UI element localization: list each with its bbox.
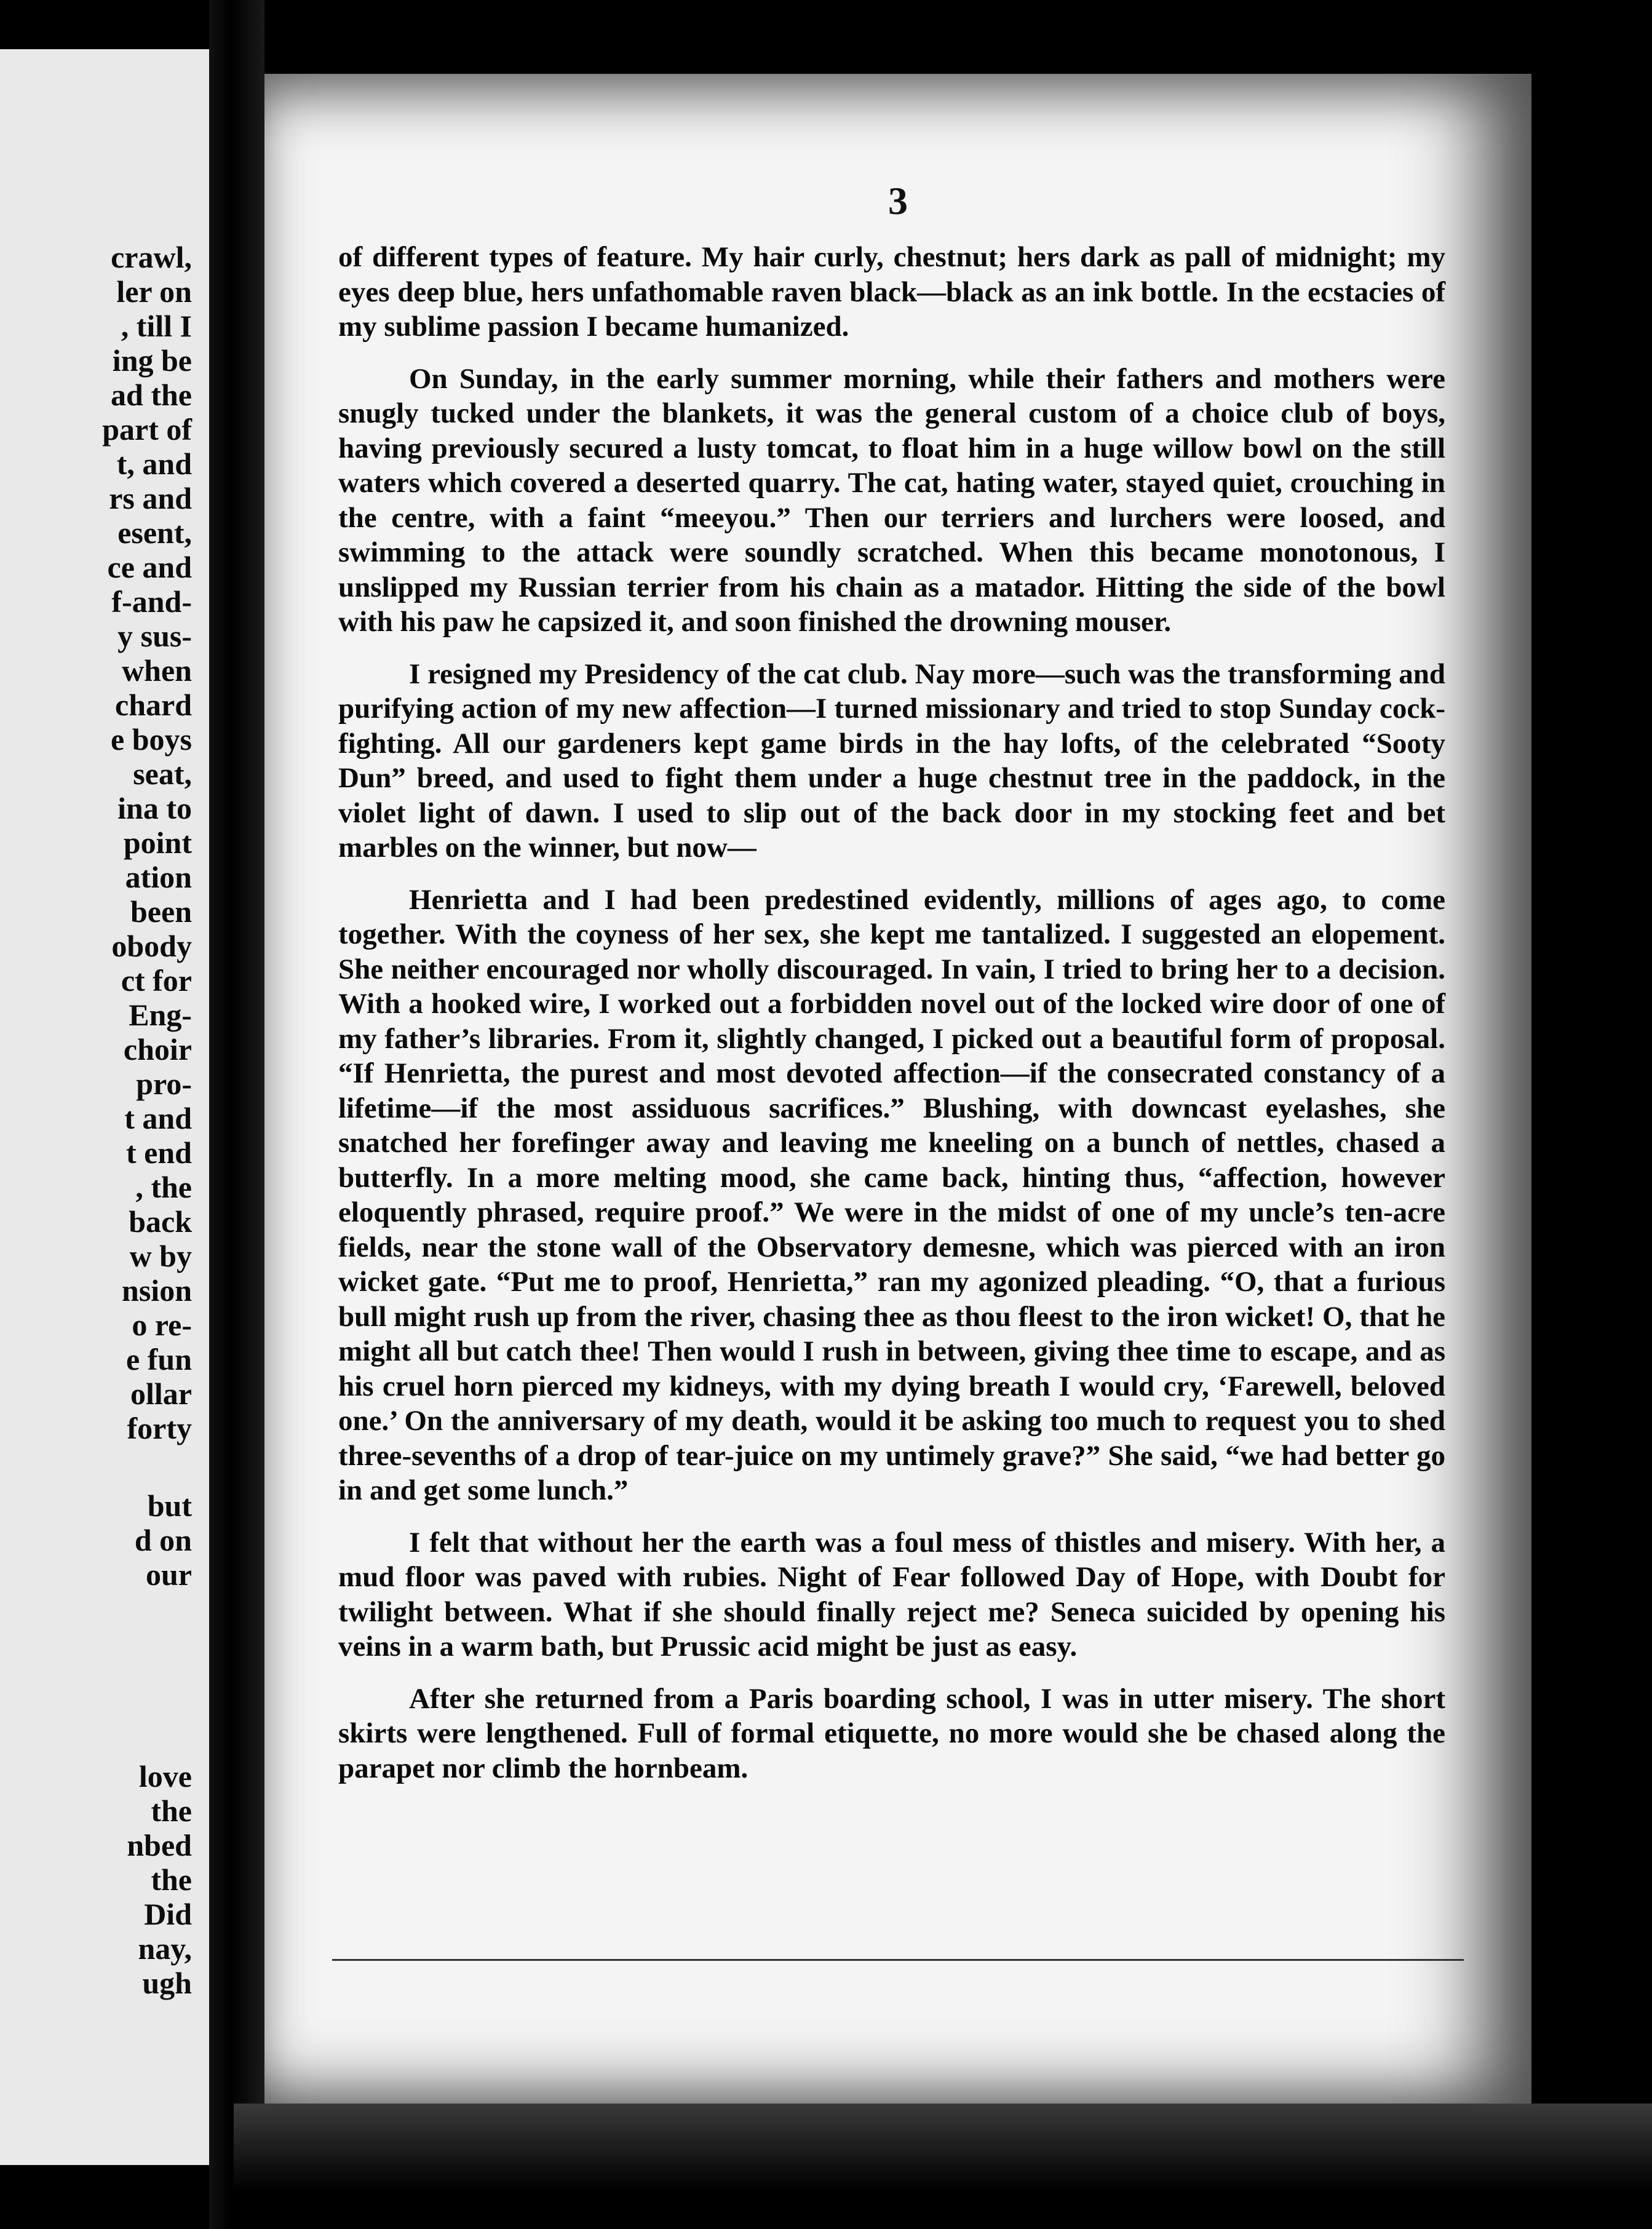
left-page-line: t, and [116, 447, 192, 481]
body-text [338, 240, 1445, 1803]
left-page-line: crawl, [111, 240, 192, 274]
left-page-line: pro- [136, 1067, 192, 1101]
left-page-line: love [138, 1759, 192, 1794]
left-facing-page [0, 49, 213, 2165]
left-page-line: t end [126, 1135, 192, 1170]
left-page-line: w by [129, 1239, 192, 1273]
left-page-line: ler on [116, 274, 192, 309]
left-page-line: e boys [111, 722, 192, 757]
left-page-line: the [151, 1862, 192, 1897]
left-page-line: been [130, 894, 192, 929]
left-page-line: when [122, 653, 192, 688]
left-page-line: seat, [133, 757, 192, 791]
left-page-line: rs and [109, 481, 192, 515]
left-page-line: but [147, 1488, 192, 1523]
left-page-line: e fun [126, 1342, 192, 1377]
left-page-line: ing be [112, 343, 192, 378]
left-page-line: Eng- [129, 998, 192, 1032]
left-page-line: ugh [142, 1966, 192, 2000]
left-page-line: y sus- [117, 619, 192, 653]
left-page-line: , the [135, 1170, 192, 1204]
left-page-line: our [146, 1557, 192, 1592]
paragraph: of different types of feature. My hair curly, chestnut; hers dark as pall of midnight; my eyes deep blue, hers unfathomable raven black—black as an ink bottle. In the ecstacies of my sublime passion I became humanized. [338, 241, 1445, 343]
left-page-line: back [129, 1204, 192, 1239]
book-page [264, 74, 1531, 2128]
left-page-line: nbed [127, 1828, 192, 1862]
left-page-line: o re- [132, 1308, 192, 1342]
left-page-line: esent, [117, 515, 192, 550]
paragraph: After she returned from a Paris boarding school, I was in utter misery. The short skirts were lengthened. Full of formal etiquette, no more would she be chased along the parapet nor climb the hornbeam. [338, 1682, 1445, 1784]
left-page-line: point [123, 825, 192, 860]
scan-line-artifact [332, 1959, 1464, 1961]
left-page-line: forty [127, 1411, 192, 1445]
left-page-line: nay, [138, 1931, 192, 1966]
left-page-line: ation [125, 860, 192, 894]
left-page-line: obody [111, 929, 192, 963]
left-page-line: ollar [130, 1377, 192, 1411]
paragraph: Henrietta and I had been predestined evidently, millions of ages ago, to come together. With the coyness of her sex, she kept me tantalized. I suggested an elopement. She neither encouraged nor wholly discouraged. In vain, I tried to bring her to a decision. With a hooked wire, I worked out a forbidden novel out of the locked wire door of one of my father’s libraries. From it, slightly changed, I picked out a beautiful form of proposal. “If Henrietta, the purest and most devoted affection—if the consecrated constancy of a lifetime—if the most assiduous sacrifices.” Blushing, with downcast eyelashes, she snatched her forefinger away and leaving me kneeling on a bunch of nettles, chased a butterfly. In a more melting mood, she came back, hinting thus, “affection, however eloquently phrased, require proof.” We were in the midst of one of my uncle’s ten-acre fields, near the stone wall of the Observatory demesne, which was pierced with an iron wicket gate. “Put me to proof, Henrietta,” ran my agonized pleading. “O, that a furious bull might rush up from the river, chasing thee as thou fleest to the iron wicket! O, that he might all but catch thee! Then would I rush in between, giving thee time to escape, and as his cruel horn pierced my kidneys, with my dying breath I would cry, ‘Farewell, beloved one.’ On the anniversary of my death, would it be asking too much to request you to shed three-sevenths of a drop of tear-juice on my untimely grave?” She said, “we had better go in and get some lunch.” [338, 883, 1445, 1506]
left-page-line: , till I [121, 309, 192, 343]
left-page-line: ct for [121, 963, 192, 998]
left-page-line: ce and [107, 550, 192, 584]
paragraph: On Sunday, in the early summer morning, while their fathers and mothers were snugly tucked under the blankets, it was the general custom of a choice club of boys, having previously secured a lusty tomcat, to float him in a huge willow bowl on the still waters which covered a deserted quarry. The cat, hating water, stayed quiet, crouching in the centre, with a faint “meeyou.” Then our terriers and lurchers were loosed, and swimming to the attack were soundly scratched. When this became monotonous, I unslipped my Russian terrier from his chain as a matador. Hitting the side of the bowl with his paw he capsized it, and soon finished the drowning mouser. [338, 362, 1445, 638]
book-gutter [209, 0, 264, 2229]
page-number: 3 [888, 179, 908, 223]
left-page-line: ina to [117, 791, 192, 825]
page-bottom-shadow [234, 2104, 1652, 2229]
left-page-line: f-and- [111, 584, 192, 619]
left-page-line: ad the [111, 378, 192, 412]
paragraph: I felt that without her the earth was a foul mess of thistles and misery. With her, a mud floor was paved with rubies. Night of Fear followed Day of Hope, with Doubt for twilight between. What if she should finally reject me? Seneca suicided by opening his veins in a warm bath, but Prussic acid might be just as easy. [338, 1526, 1445, 1663]
left-page-line: the [151, 1794, 192, 1828]
left-page-line: nsion [122, 1273, 192, 1308]
left-page-line: chard [115, 688, 192, 722]
paragraph: I resigned my Presidency of the cat club. Nay more—such was the transforming and purifying action of my new affection—I turned missionary and tried to stop Sunday cock-fighting. All our gardeners kept game birds in the hay lofts, of the celebrated “Sooty Dun” breed, and used to fight them under a huge chestnut tree in the paddock, in the violet light of dawn. I used to slip out of the back door in my stocking feet and bet marbles on the winner, but now— [338, 658, 1445, 864]
left-page-line: d on [134, 1523, 192, 1557]
left-page-line: part of [102, 412, 192, 447]
left-page-line: Did [144, 1897, 192, 1931]
left-page-line: choir [123, 1032, 192, 1067]
left-page-line: t and [124, 1101, 192, 1135]
